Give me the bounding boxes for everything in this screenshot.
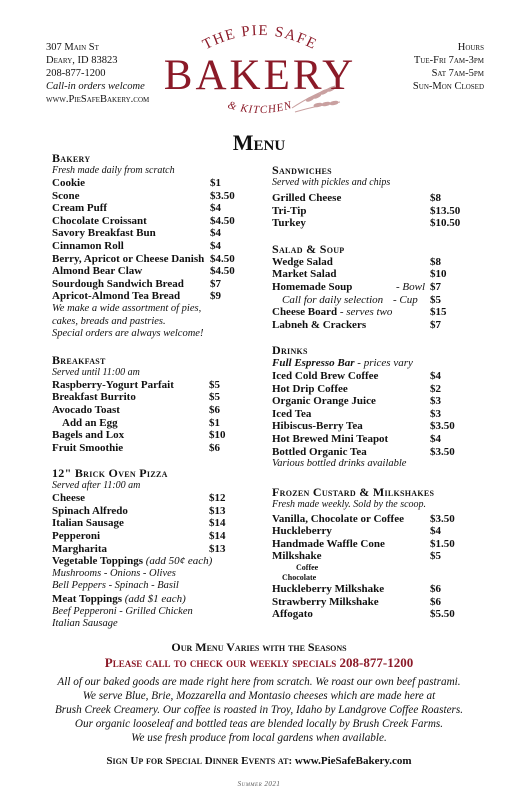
menu-item-name: Turkey (272, 217, 306, 230)
menu-item (52, 543, 252, 556)
menu-item-name: Hibiscus-Berry Tea (272, 420, 363, 433)
bakery-note-3: Special orders are always welcome! (52, 328, 204, 340)
call-specials-phone[interactable]: 208-877-1200 (339, 655, 414, 670)
menu-item (52, 517, 252, 530)
meat-toppings-price: (add $1 each) (124, 593, 186, 606)
espresso-note: - prices vary (357, 357, 413, 370)
salad-title: Salad & Soup (272, 241, 345, 256)
bakery-title: Bakery (52, 151, 91, 165)
menu-item (52, 530, 252, 543)
menu-item-name: Berry, Apricot or Cheese Danish (52, 252, 205, 265)
menu-item-price: $4 (210, 202, 221, 215)
cheese-board-name: Cheese Board (272, 306, 338, 319)
menu-item-price: $7 (210, 277, 221, 290)
menu-item-name: Spinach Alfredo (52, 504, 128, 517)
hours-closed: Sun-Mon Closed (412, 81, 484, 92)
menu-item-price: $14 (209, 517, 226, 530)
menu-item-name: Affogato (272, 608, 313, 621)
menu-item-price: $3 (430, 407, 441, 420)
left-column (52, 151, 252, 631)
menu-item-price: $13.50 (430, 204, 461, 217)
menu-item-price: $3.50 (430, 445, 455, 458)
menu-item (272, 395, 482, 408)
soup-bowl-label: - Bowl (396, 280, 426, 293)
menu-item-name: Bottled Organic Tea (272, 445, 367, 458)
soup-name: Homemade Soup (272, 280, 353, 293)
menu-item-name: Milkshake (272, 550, 322, 563)
menu-item-name: Cheese (52, 492, 85, 505)
menu-item (272, 550, 482, 563)
menu-item-price: $13 (209, 504, 226, 517)
menu-item (52, 253, 252, 266)
menu-item-price: $1 (209, 416, 220, 429)
menu-item (272, 256, 482, 269)
menu-item-name: Tri-Tip (272, 204, 307, 217)
menu-item-price: $13 (209, 542, 226, 555)
logo-bottom-text: & KITCHEN (226, 99, 294, 117)
meat-line-2: Italian Sausage (52, 618, 118, 630)
menu-item (272, 383, 482, 396)
menu-item-price: $10 (430, 268, 447, 281)
menu-item (52, 227, 252, 240)
hours-weekday: Tue-Fri 7am-3pm (413, 55, 484, 66)
menu-item (52, 290, 252, 303)
menu-item-name: Raspberry-Yogurt Parfait (52, 378, 174, 391)
menu-title: Menu (232, 130, 286, 155)
menu-item (272, 217, 482, 230)
custard-subtitle: Fresh made weekly. Sold by the scoop. (272, 498, 427, 510)
milkshake-flavor-chocolate: Chocolate (282, 573, 317, 583)
hours-block (413, 41, 484, 93)
menu-item-name: Breakfast Burrito (52, 391, 136, 404)
phone-number: 208-877-1200 (46, 68, 106, 79)
address-block (46, 41, 149, 106)
menu-item-name: Cookie (52, 177, 85, 189)
blurb-line-4: Our organic looseleaf and bottled teas are blended locally by Brush Creek Farms. (74, 718, 444, 730)
menu-item-name: Bagels and Lox (52, 429, 125, 442)
menu-item-price: $3 (430, 395, 441, 408)
blurb-line-1: All of our baked goods are made right here from scratch. We roast our own beef pastrami. (57, 676, 461, 688)
menu-item-price: $14 (209, 530, 226, 543)
menu-item-name: Vanilla, Chocolate or Coffee (272, 512, 404, 525)
menu-item (52, 177, 252, 190)
soup-row (272, 281, 482, 294)
meat-toppings-row (52, 593, 252, 606)
website-link[interactable]: www.PieSafeBakery.com (46, 94, 150, 105)
menu-item-price: $4.50 (210, 214, 235, 227)
cheese-board-row (272, 306, 482, 319)
menu-item-name: Strawberry Milkshake (272, 595, 379, 608)
pizza-subtitle: Served after 11:00 am (52, 480, 141, 492)
menu-item (52, 265, 252, 278)
menu-item-name: Cream Puff (52, 202, 108, 215)
menu-item-name: Hot Drip Coffee (272, 382, 348, 395)
menu-item-name: Huckleberry (272, 525, 332, 538)
menu-item (52, 202, 252, 215)
menu-item-price: $2 (430, 382, 441, 395)
menu-item (272, 370, 482, 383)
breakfast-subtitle: Served until 11:00 am (52, 366, 140, 378)
labneh-row (272, 319, 482, 332)
signup-text: Sign Up for Special Dinner Events at: (106, 755, 293, 767)
labneh-price: $7 (430, 318, 441, 331)
menu-item-price: $6 (209, 403, 220, 416)
right-column (272, 163, 482, 621)
menu-item-price: $8 (430, 255, 441, 268)
blurb-line-2: We serve Blue, Brie, Mozzarella and Montasio cheeses which are made here at (82, 690, 436, 702)
breakfast-title: Breakfast (52, 352, 106, 367)
meat-line-1: Beef Pepperoni - Grilled Chicken (52, 605, 193, 617)
menu-item (272, 525, 482, 538)
cheese-board-price: $15 (430, 306, 447, 319)
menu-item (52, 505, 252, 518)
menu-item (272, 513, 482, 526)
menu-item (272, 268, 482, 281)
menu-item (52, 492, 252, 505)
hours-title: Hours (457, 42, 484, 53)
menu-item (272, 192, 482, 205)
menu-item (52, 429, 252, 442)
menu-item-price: $5 (209, 378, 220, 391)
menu-item-price: $5 (209, 391, 220, 404)
menu-item (272, 433, 482, 446)
call-specials-text: Please call to check our weekly specials (104, 655, 337, 670)
menu-item-name: Iced Tea (272, 407, 312, 420)
menu-item (272, 596, 482, 609)
pizza-title: 12" Brick Oven Pizza (52, 466, 168, 481)
veg-toppings-label: Vegetable Toppings (52, 555, 143, 568)
menu-item (52, 379, 252, 392)
menu-item-price: $4 (430, 525, 441, 538)
breakfast-list (52, 379, 252, 455)
menu-item (272, 205, 482, 218)
menu-item (52, 190, 252, 203)
season-label: Summer 2021 (237, 780, 281, 788)
menu-item (272, 608, 482, 621)
logo-bakery-text: BAKERY (163, 52, 357, 99)
city-state: Deary, ID 83823 (46, 55, 118, 66)
bakery-list (52, 177, 252, 303)
cheese-board-note: - serves two (339, 306, 393, 319)
logo-top-text: THE PIE SAFE (200, 22, 320, 54)
veg-line-1: Mushrooms - Onions - Olives (52, 567, 176, 579)
menu-item-price: $10 (209, 429, 226, 442)
menu-item (272, 420, 482, 433)
menu-item-name: Apricot-Almond Tea Bread (52, 290, 181, 303)
menu-item-name: Grilled Cheese (272, 192, 342, 204)
menu-item-price: $10.50 (430, 217, 461, 230)
menu-item-price: $4.50 (210, 265, 235, 278)
menu-item-name: Italian Sausage (52, 517, 124, 530)
veg-line-2: Bell Peppers - Spinach - Basil (52, 580, 179, 592)
bakery-logo (150, 16, 370, 124)
menu-item-price: $12 (209, 492, 226, 505)
sandwiches-title: Sandwiches (272, 163, 332, 177)
svg-text:& KITCHEN (226, 99, 293, 116)
hours-saturday: Sat 7am-5pm (431, 68, 484, 79)
menu-item (52, 417, 252, 430)
menu-item (272, 538, 482, 551)
menu-item-name: Scone (52, 189, 80, 202)
menu-item-price: $4 (210, 239, 221, 252)
menu-item-price: $5 (430, 550, 441, 563)
menu-item-name: Sourdough Sandwich Bread (52, 277, 184, 290)
bakery-note-1: We make a wide assortment of pies, (52, 302, 202, 314)
custard-list (272, 513, 482, 563)
menu-item (52, 278, 252, 291)
custard-title: Frozen Custard & Milkshakes (272, 484, 435, 499)
menu-item (272, 583, 482, 596)
menu-item-price: $4 (430, 432, 441, 445)
custard-list-2 (272, 583, 482, 621)
menu-varies-banner: Our Menu Varies with the Seasons (171, 640, 347, 654)
menu-item-name: Pepperoni (52, 530, 101, 543)
menu-item-price: $6 (430, 595, 441, 608)
meat-toppings-label: Meat Toppings (52, 593, 122, 606)
labneh-name: Labneh & Crackers (272, 318, 367, 331)
menu-item-price: $1 (210, 177, 221, 189)
menu-item-price: $6 (209, 441, 220, 454)
soup-cup-price: $5 (430, 293, 441, 306)
menu-item-price: $3.50 (210, 189, 235, 202)
veg-toppings-price: (add 50¢ each) (145, 555, 213, 568)
menu-item-name: Handmade Waffle Cone (272, 537, 385, 550)
menu-item-price: $8 (430, 192, 441, 204)
menu-item-name: Avocado Toast (52, 403, 120, 416)
menu-item (52, 240, 252, 253)
signup-line (0, 754, 518, 768)
espresso-label: Full Espresso Bar (272, 357, 355, 370)
menu-item-price: $4 (430, 369, 441, 382)
menu-item (272, 408, 482, 421)
street-address: 307 Main St (46, 42, 99, 53)
menu-item-name: Savory Breakfast Bun (52, 227, 156, 240)
sandwiches-subtitle: Served with pickles and chips (272, 177, 391, 188)
signup-url[interactable]: www.PieSafeBakery.com (294, 755, 412, 767)
drinks-title: Drinks (272, 343, 308, 358)
menu-item-price: $3.50 (430, 512, 455, 525)
menu-item-name: Hot Brewed Mini Teapot (272, 432, 389, 445)
blurb-line-5: We use fresh produce from local gardens when available. (131, 732, 387, 744)
menu-item (52, 391, 252, 404)
menu-item (52, 404, 252, 417)
call-specials-line (0, 655, 518, 671)
milkshake-flavor-coffee: Coffee (296, 563, 319, 573)
drinks-note: Various bottled drinks available (272, 458, 407, 470)
soup-cup-label: - Cup (393, 293, 418, 306)
menu-item-price: $6 (430, 583, 441, 596)
bakery-note-2: cakes, breads and pastries. (52, 315, 166, 327)
veg-toppings-row (52, 555, 252, 568)
menu-item-name: Almond Bear Claw (52, 265, 143, 278)
salad-list (272, 256, 482, 281)
drinks-list (272, 370, 482, 458)
menu-item (52, 442, 252, 455)
menu-item-name: Add an Egg (62, 416, 118, 429)
blurb-line-3: Brush Creek Creamery. Our coffee is roasted in Troy, Idaho by Landgrove Coffee Roasters. (54, 704, 464, 716)
menu-item-price: $5.50 (430, 608, 455, 621)
menu-item-name: Fruit Smoothie (52, 441, 124, 454)
soup-bowl-price: $7 (430, 280, 441, 293)
callin-note: Call-in orders welcome (46, 81, 145, 92)
soup-call-note: Call for daily selection (282, 293, 384, 306)
svg-text:THE PIE SAFE (200, 23, 320, 53)
menu-item-price: $4.50 (210, 252, 235, 265)
menu-item-name: Organic Orange Juice (272, 395, 376, 408)
bakery-subtitle: Fresh made daily from scratch (52, 165, 175, 176)
menu-item-price: $4 (210, 227, 221, 240)
about-blurb (20, 675, 498, 745)
menu-item-name: Wedge Salad (272, 255, 333, 268)
espresso-row (272, 357, 482, 370)
menu-item-price: $9 (210, 290, 221, 303)
menu-item-name: Huckleberry Milkshake (272, 583, 385, 596)
soup-call-row (272, 294, 482, 307)
menu-item-name: Market Salad (272, 268, 337, 281)
menu-item (272, 446, 482, 459)
menu-item-price: $3.50 (430, 420, 455, 433)
pizza-list (52, 492, 252, 555)
menu-item-name: Margharita (52, 542, 107, 555)
menu-item (52, 215, 252, 228)
menu-item-price: $1.50 (430, 537, 455, 550)
menu-item-name: Iced Cold Brew Coffee (272, 369, 379, 382)
menu-item-name: Cinnamon Roll (52, 239, 124, 252)
menu-item-name: Chocolate Croissant (52, 214, 147, 227)
sandwiches-list (272, 192, 482, 230)
